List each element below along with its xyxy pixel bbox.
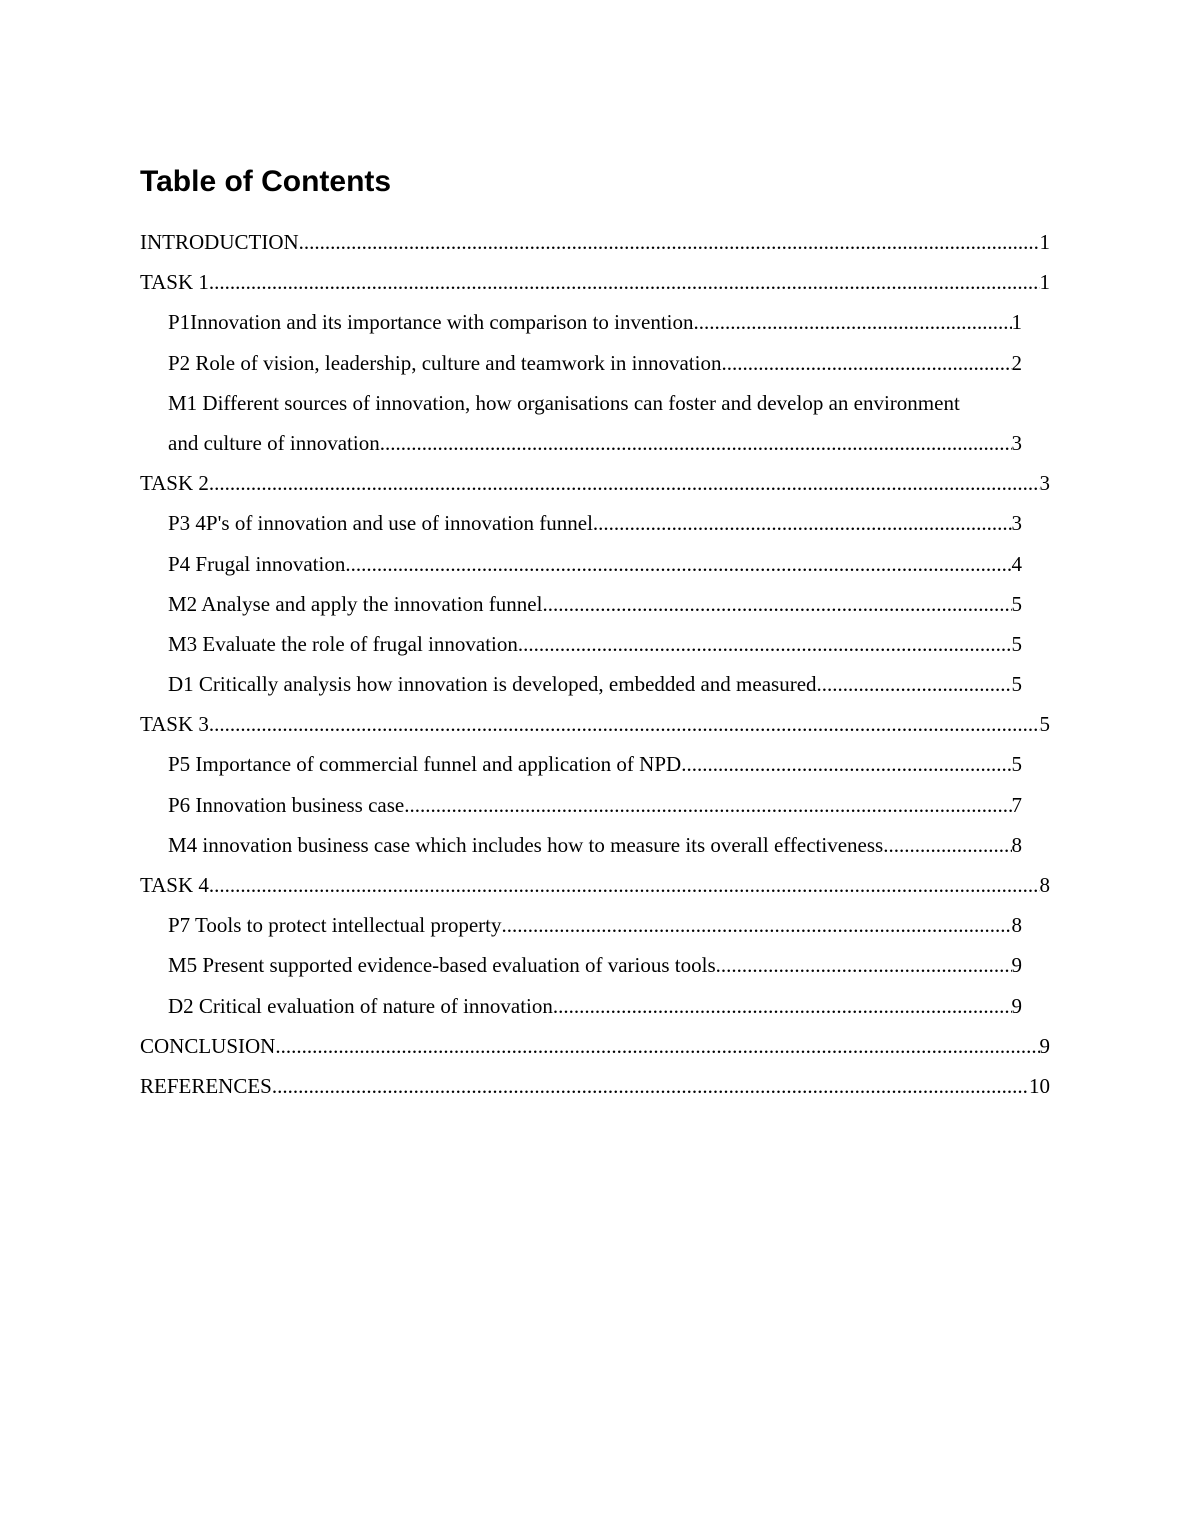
toc-entry-p5[interactable] <box>140 744 1050 784</box>
toc-entry-text: TASK 3 <box>140 712 209 737</box>
toc-entry-text: P4 Frugal innovation <box>168 551 346 576</box>
dot-leader <box>817 664 1012 704</box>
toc-title: Table of Contents <box>140 165 392 198</box>
toc-entry-text: REFERENCES <box>140 1073 272 1098</box>
toc-entry-text: M1 Different sources of innovation, how organisations can foster and develop an environment <box>168 390 960 415</box>
toc-entry-introduction[interactable] <box>140 222 1050 262</box>
toc-entry-text: M5 Present supported evidence-based evaluation of various tools <box>168 953 716 978</box>
toc-entry-m3[interactable] <box>140 624 1050 664</box>
dot-leader <box>275 1026 1039 1066</box>
toc-entry-d2[interactable] <box>140 986 1050 1026</box>
toc-entry-text: P6 Innovation business case <box>168 792 405 817</box>
toc-page-number: 5 <box>1011 591 1022 616</box>
toc-entry-text: TASK 2 <box>140 471 209 496</box>
toc-page-number: 5 <box>1039 712 1050 737</box>
toc-entry-m5[interactable] <box>140 945 1050 985</box>
toc-entry-text: P3 4P's of innovation and use of innovation funnel <box>168 511 593 536</box>
toc-entry-m1[interactable] <box>140 383 1050 463</box>
toc-entry-p3[interactable] <box>140 503 1050 543</box>
dot-leader <box>380 423 1012 463</box>
dot-leader <box>542 584 1011 624</box>
toc-entry-text-continued: and culture of innovation <box>168 430 380 455</box>
toc-page-number: 5 <box>1011 672 1022 697</box>
toc-page-number: 8 <box>1011 832 1022 857</box>
toc-page-number: 5 <box>1011 752 1022 777</box>
dot-leader <box>404 785 1011 825</box>
toc-entry-conclusion[interactable] <box>140 1026 1050 1066</box>
toc-entry-references[interactable] <box>140 1066 1050 1106</box>
toc-entry-text: CONCLUSION <box>140 1033 276 1058</box>
toc-page-number: 1 <box>1039 270 1050 295</box>
toc-entry-task-4[interactable] <box>140 865 1050 905</box>
toc-page-number: 9 <box>1039 1033 1050 1058</box>
dot-leader <box>518 624 1012 664</box>
toc-page-number: 9 <box>1011 993 1022 1018</box>
toc-entry-p2[interactable] <box>140 343 1050 383</box>
toc-entry-p4[interactable] <box>140 544 1050 584</box>
toc-entry-text: M2 Analyse and apply the innovation funnel <box>168 591 543 616</box>
dot-leader <box>593 503 1012 543</box>
toc-entry-task-1[interactable] <box>140 262 1050 302</box>
toc-entry-text: INTRODUCTION <box>140 230 299 254</box>
toc-page-number: 3 <box>1011 511 1022 536</box>
dot-leader <box>209 262 1040 302</box>
toc-list <box>140 222 1050 1106</box>
toc-entry-text: P7 Tools to protect intellectual property <box>168 913 502 938</box>
toc-entry-m4[interactable] <box>140 825 1050 865</box>
toc-page-number: 8 <box>1011 913 1022 938</box>
dot-leader <box>716 945 1012 985</box>
toc-page-number: 4 <box>1011 551 1022 576</box>
toc-entry-text: M4 innovation business case which includes how to measure its overall effectiveness <box>168 832 884 857</box>
dot-leader <box>883 825 1011 865</box>
dot-leader <box>553 986 1012 1026</box>
toc-page-number: 1 <box>1039 230 1050 254</box>
toc-entry-text: P2 Role of vision, leadership, culture and teamwork in innovation <box>168 350 722 375</box>
toc-page-number: 3 <box>1011 430 1022 455</box>
toc-entry-task-2[interactable] <box>140 463 1050 503</box>
toc-page-number: 8 <box>1039 873 1050 897</box>
dot-leader <box>681 744 1011 784</box>
toc-entry-text: TASK 1 <box>140 270 209 295</box>
toc-page-number: 1 <box>1011 310 1022 335</box>
dot-leader <box>209 704 1040 744</box>
dot-leader <box>299 222 1040 262</box>
toc-page-number: 10 <box>1029 1073 1050 1098</box>
toc-entry-p7[interactable] <box>140 905 1050 945</box>
toc-entry-text: P1Innovation and its importance with comparison to invention <box>168 310 694 335</box>
toc-entry-task-3[interactable] <box>140 704 1050 744</box>
dot-leader <box>694 302 1012 342</box>
toc-entry-p6[interactable] <box>140 785 1050 825</box>
toc-page-number: 9 <box>1011 953 1022 978</box>
dot-leader <box>721 343 1011 383</box>
toc-entry-text: D2 Critical evaluation of nature of innovation <box>168 993 553 1018</box>
toc-entry-text: D1 Critically analysis how innovation is developed, embedded and measured <box>168 672 817 697</box>
toc-entry-continuation <box>168 423 1050 463</box>
dot-leader <box>272 1066 1029 1106</box>
toc-entry-d1[interactable] <box>140 664 1050 704</box>
dot-leader <box>209 463 1040 503</box>
toc-entry-text: TASK 4 <box>140 873 209 897</box>
toc-page-number: 2 <box>1011 350 1022 375</box>
toc-entry-m2[interactable] <box>140 584 1050 624</box>
toc-entry-text: P5 Importance of commercial funnel and application of NPD <box>168 752 682 777</box>
toc-page-number: 3 <box>1039 471 1050 496</box>
toc-page-number: 5 <box>1011 631 1022 656</box>
dot-leader <box>209 865 1040 905</box>
dot-leader <box>502 905 1012 945</box>
toc-entry-p1[interactable] <box>140 302 1050 342</box>
toc-page-number: 7 <box>1011 792 1022 817</box>
dot-leader <box>345 544 1011 584</box>
toc-entry-text: M3 Evaluate the role of frugal innovation <box>168 631 518 656</box>
